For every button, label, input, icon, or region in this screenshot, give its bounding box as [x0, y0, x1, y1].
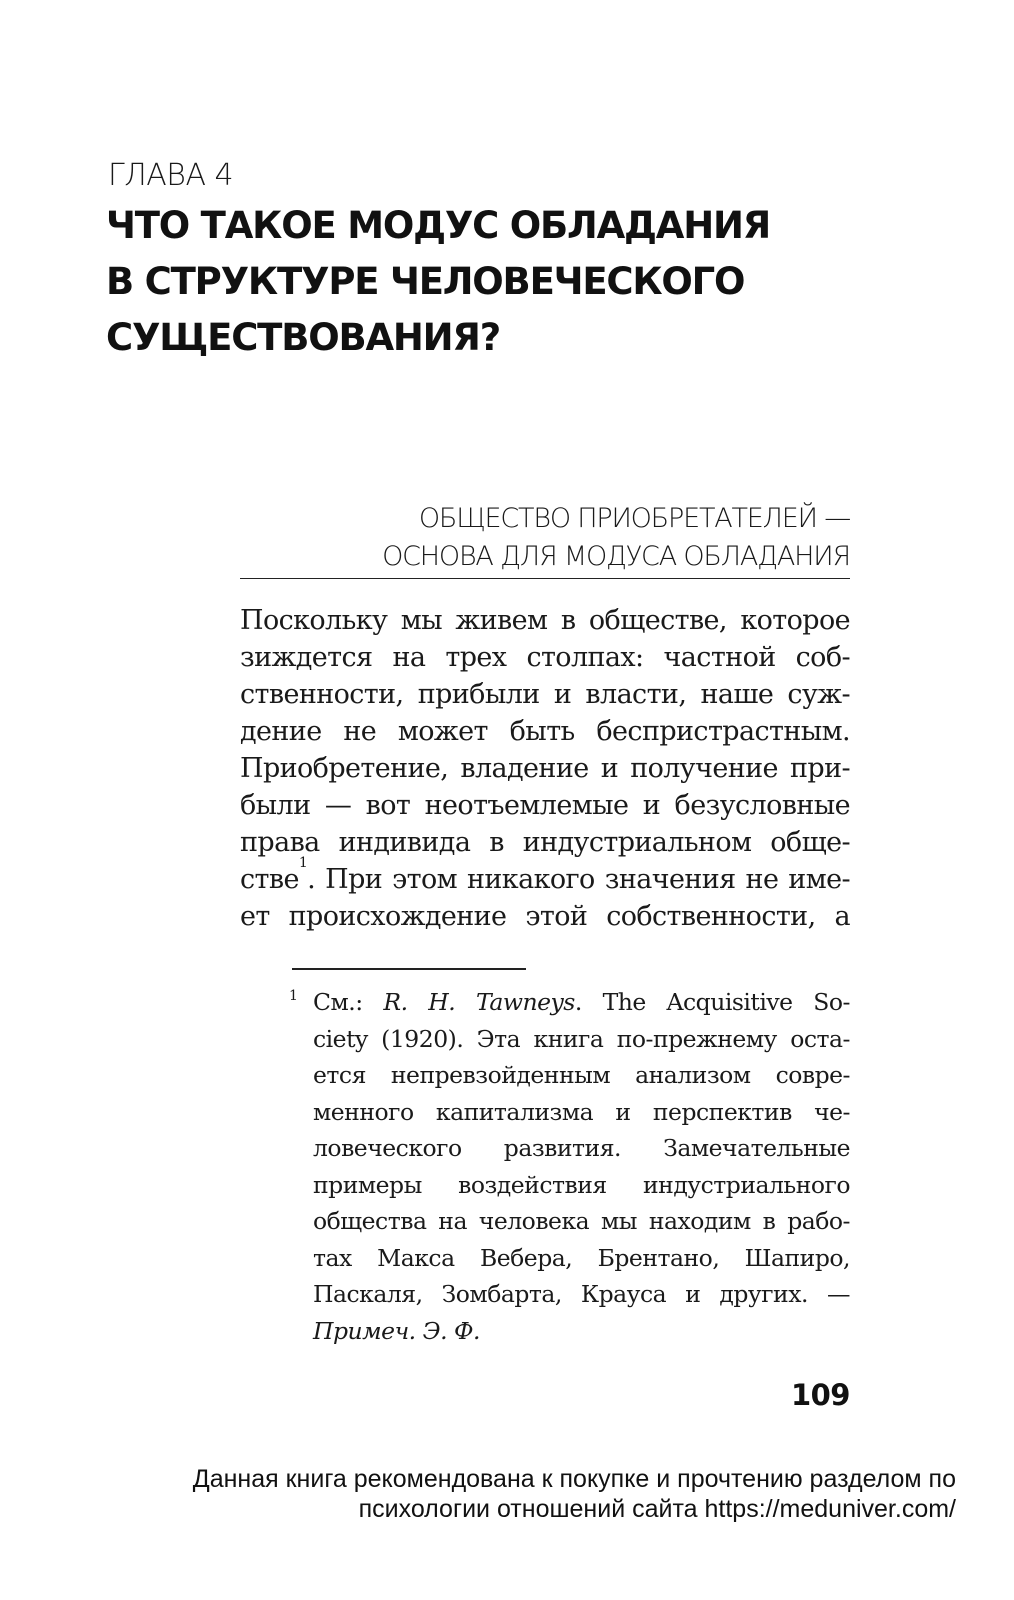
footnote-suffix: . The Acquisitive So-: [574, 988, 850, 1016]
body-line-start: стве: [240, 864, 299, 895]
body-line: зиждется на трех столпах: частной соб-: [240, 642, 850, 673]
body-line: Поскольку мы живем в обществе, которое: [240, 605, 850, 636]
footnote-reference[interactable]: 1: [298, 855, 308, 871]
page-number: 109: [790, 1378, 850, 1412]
section-heading-line: ОСНОВА ДЛЯ МОДУСА ОБЛАДАНИЯ: [382, 541, 850, 572]
footnote-number: 1: [289, 988, 298, 1004]
chapter-title-line: СУЩЕСТВОВАНИЯ?: [106, 316, 500, 359]
body-line: ет происхождение этой собственности, а: [240, 901, 850, 932]
footnote-signature: Примеч. Э. Ф.: [313, 1316, 481, 1345]
footnote-line: ciety (1920). Эта книга по-прежнему оста-: [313, 1024, 850, 1053]
footnote-line: примеры воздействия индустриального: [313, 1170, 850, 1199]
footnote-author: R. H. Tawneys: [383, 988, 575, 1016]
footnote-line: ется непревзойденным анализом совре-: [313, 1061, 850, 1089]
body-line: дение не может быть беспристрастным.: [240, 716, 850, 747]
site-notice-line: Данная книга рекомендована к покупке и прочтению разделом по: [192, 1465, 956, 1493]
section-heading: [230, 500, 850, 576]
chapter-title: [106, 198, 906, 366]
section-divider: [240, 578, 850, 579]
site-notice-line: психологии отношений сайта https://meduniver.com/: [358, 1495, 956, 1523]
body-line: права индивида в индустриальном обще-: [240, 827, 850, 858]
footnote-prefix: См.:: [313, 988, 384, 1016]
section-heading-line: ОБЩЕСТВО ПРИОБРЕТАТЕЛЕЙ —: [418, 503, 850, 534]
body-paragraph: [240, 602, 850, 935]
footnote-line: ловеческого развития. Замечательные: [313, 1134, 850, 1162]
footnote-line: [313, 984, 850, 1021]
body-line: Приобретение, владение и получение при-: [240, 753, 850, 784]
footnote-line: менного капитализма и перспектив че-: [313, 1097, 850, 1126]
footnote-line: общества на человека мы находим в рабо-: [313, 1207, 850, 1235]
chapter-title-line: ЧТО ТАКОЕ МОДУС ОБЛАДАНИЯ: [106, 204, 771, 247]
chapter-label: ГЛАВА 4: [108, 158, 234, 193]
footnote: [289, 984, 850, 1349]
site-notice: [56, 1464, 956, 1524]
footnote-line: тах Макса Вебера, Брентано, Шапиро,: [313, 1243, 850, 1272]
footnote-divider: [292, 968, 526, 970]
body-line: [240, 855, 850, 898]
body-line: были — вот неотъемлемые и безусловные: [240, 790, 850, 821]
chapter-title-line: В СТРУКТУРЕ ЧЕЛОВЕЧЕСКОГО: [106, 260, 745, 303]
body-line: ственности, прибыли и власти, наше суж-: [240, 679, 850, 710]
footnote-line: Паскаля, Зомбарта, Крауса и других. —: [313, 1280, 850, 1308]
body-line-end: . При этом никакого значения не име-: [307, 864, 850, 895]
